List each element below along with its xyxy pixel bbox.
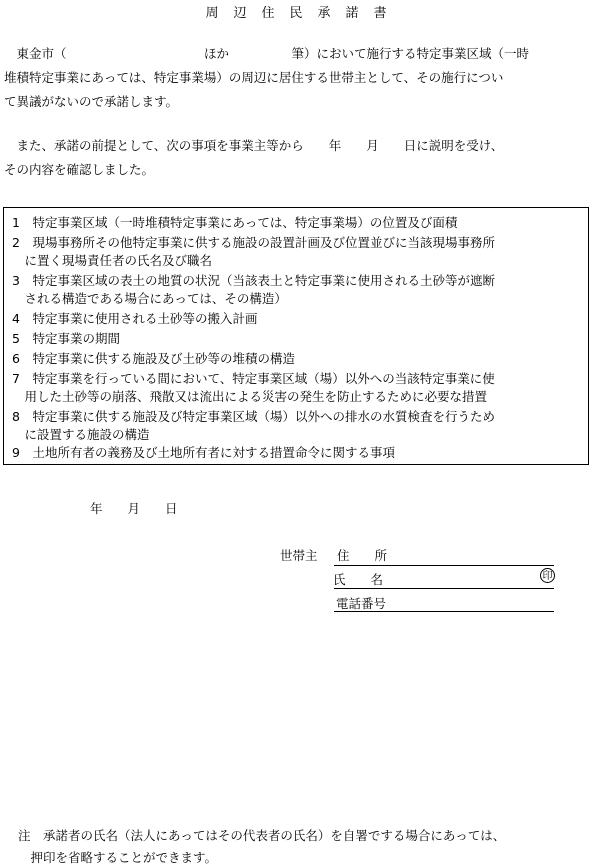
note-line-1: 注 承諾者の氏名（法人にあってはその代表者の氏名）を自署でする場合にあっては、 [18, 828, 506, 843]
item-line: 3 特定事業区域の表土の地質の状況（当該表土と特定事業に使用される土砂等が遮断 [12, 273, 495, 288]
explanation-line-2: その内容を確認しました。 [4, 162, 155, 177]
item-line: 5 特定事業の期間 [12, 331, 120, 346]
householder-label: 世帯主 [280, 548, 318, 563]
item-line: 9 土地所有者の義務及び土地所有者に対する措置命令に関する事項 [12, 445, 395, 460]
item-line: される構造である場合にあっては、その構造） [12, 291, 287, 306]
item-line: 2 現場事務所その他特定事業に供する施設の設置計画及び位置並びに当該現場事務所 [12, 235, 495, 250]
item-line: 1 特定事業区域（一時堆積特定事業にあっては、特定事業場）の位置及び面積 [12, 215, 458, 230]
consent-paragraph [4, 42, 589, 114]
consent-line-2: 堆積特定事業にあっては、特定事業場）の周辺に居住する世帯主として、その施行につい [4, 70, 504, 85]
consent-line-3: て異議がないので承諾します。 [4, 94, 179, 109]
address-label: 住 所 [337, 548, 388, 563]
item-line: 6 特定事業に供する施設及び土砂等の堆積の構造 [12, 351, 295, 366]
explanation-line-1: また、承諾の前提として、次の事項を事業主等から 年 月 日に説明を受け、 [4, 138, 504, 153]
explanation-paragraph [4, 134, 589, 182]
item-line: 4 特定事業に使用される土砂等の搬入計画 [12, 311, 258, 326]
item-line: に設置する施設の構造 [12, 427, 150, 442]
item-line: 用した土砂等の崩落、飛散又は流出による災害の発生を防止するために必要な措置 [12, 389, 488, 404]
item-line: に置く現場責任者の氏名及び職名 [12, 253, 213, 268]
item-line: 7 特定事業を行っている間において、特定事業区域（場）以外への当該特定事業に使 [12, 371, 495, 386]
date-line: 年 月 日 [90, 501, 178, 516]
note-line-2: 押印を省略することができます。 [18, 850, 218, 865]
name-label: 氏 名 [333, 572, 384, 587]
consent-line-1: 東金市（ ほか 筆）において施行する特定事業区域（一時 [4, 46, 530, 61]
phone-underline [334, 611, 554, 612]
item-line: 8 特定事業に供する施設及び特定事業区域（場）以外への排水の水質検査を行うため [12, 409, 495, 424]
document-title: 周 辺 住 民 承 諾 書 [205, 6, 388, 21]
name-underline [334, 588, 554, 589]
seal-mark: 印 [540, 568, 555, 583]
address-underline [334, 565, 554, 566]
items-box [3, 207, 589, 465]
phone-label: 電話番号 [336, 596, 387, 611]
